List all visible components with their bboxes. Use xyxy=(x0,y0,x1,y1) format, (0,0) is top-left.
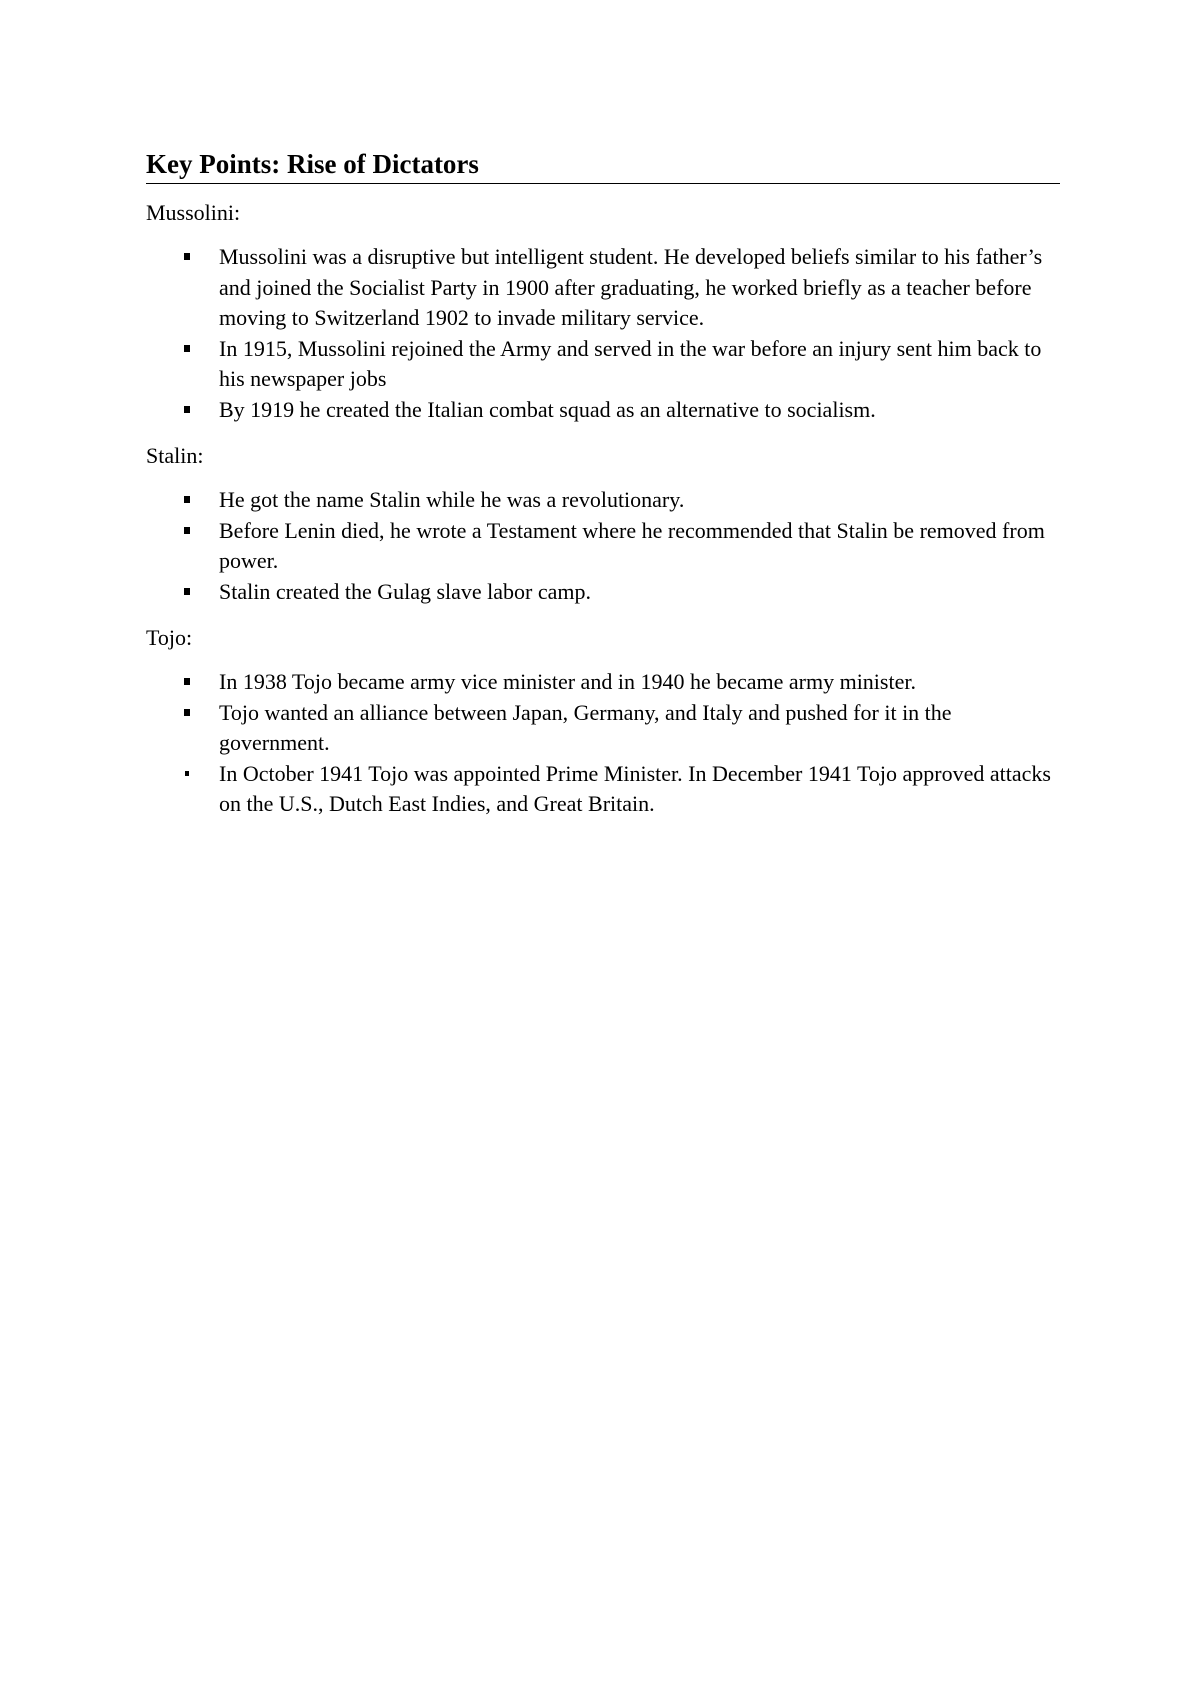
square-bullet-icon xyxy=(184,709,190,716)
square-bullet-icon xyxy=(184,678,190,685)
list-item-text: He got the name Stalin while he was a revolutionary. xyxy=(219,487,685,512)
list-item xyxy=(146,485,1060,516)
list-item-text: Before Lenin died, he wrote a Testament where he recommended that Stalin be removed from power. xyxy=(219,517,1045,573)
document-body xyxy=(146,146,1060,820)
section-heading-mussolini: Mussolini: xyxy=(146,200,241,225)
list-item-text: Stalin created the Gulag slave labor camp. xyxy=(219,578,592,604)
list-item xyxy=(146,667,1060,698)
list-item xyxy=(146,334,1060,395)
square-bullet-icon xyxy=(184,496,190,503)
list-item-text: By 1919 he created the Italian combat squad as an alternative to socialism. xyxy=(219,396,876,422)
list-item-text: Mussolini was a disruptive but intelligent student. He developed beliefs similar to his father’s and joined the Socialist Party in 1900 after graduating, he worked briefly as a teacher before moving to Switzerland 1902 to invade military service. xyxy=(219,244,1043,330)
list-item xyxy=(146,759,1060,820)
list-item-text: In October 1941 Tojo was appointed Prime Minister. In December 1941 Tojo approved attacks on the U.S., Dutch East Indies, and Great Britain. xyxy=(219,760,1051,816)
list-item-text: In 1938 Tojo became army vice minister and in 1940 he became army minister. xyxy=(219,669,916,694)
document-title: Key Points: Rise of Dictators xyxy=(146,146,1060,184)
list-item xyxy=(146,395,1060,426)
square-bullet-icon xyxy=(184,527,190,534)
square-bullet-icon xyxy=(185,771,189,776)
square-bullet-icon xyxy=(184,588,190,595)
list-item xyxy=(146,242,1060,334)
list-item-text: Tojo wanted an alliance between Japan, Germany, and Italy and pushed for it in the government. xyxy=(219,699,952,755)
square-bullet-icon xyxy=(184,406,190,413)
bullet-list-stalin xyxy=(146,485,1060,607)
list-item xyxy=(146,698,1060,759)
list-item xyxy=(146,577,1060,608)
square-bullet-icon xyxy=(184,253,190,260)
bullet-list-mussolini xyxy=(146,242,1060,425)
list-item xyxy=(146,516,1060,577)
bullet-list-tojo xyxy=(146,667,1060,820)
section-heading-tojo: Tojo: xyxy=(146,625,193,650)
list-item-text: In 1915, Mussolini rejoined the Army and served in the war before an injury sent him back to his newspaper jobs xyxy=(219,335,1042,391)
section-heading-stalin: Stalin: xyxy=(146,443,204,468)
square-bullet-icon xyxy=(184,345,190,352)
